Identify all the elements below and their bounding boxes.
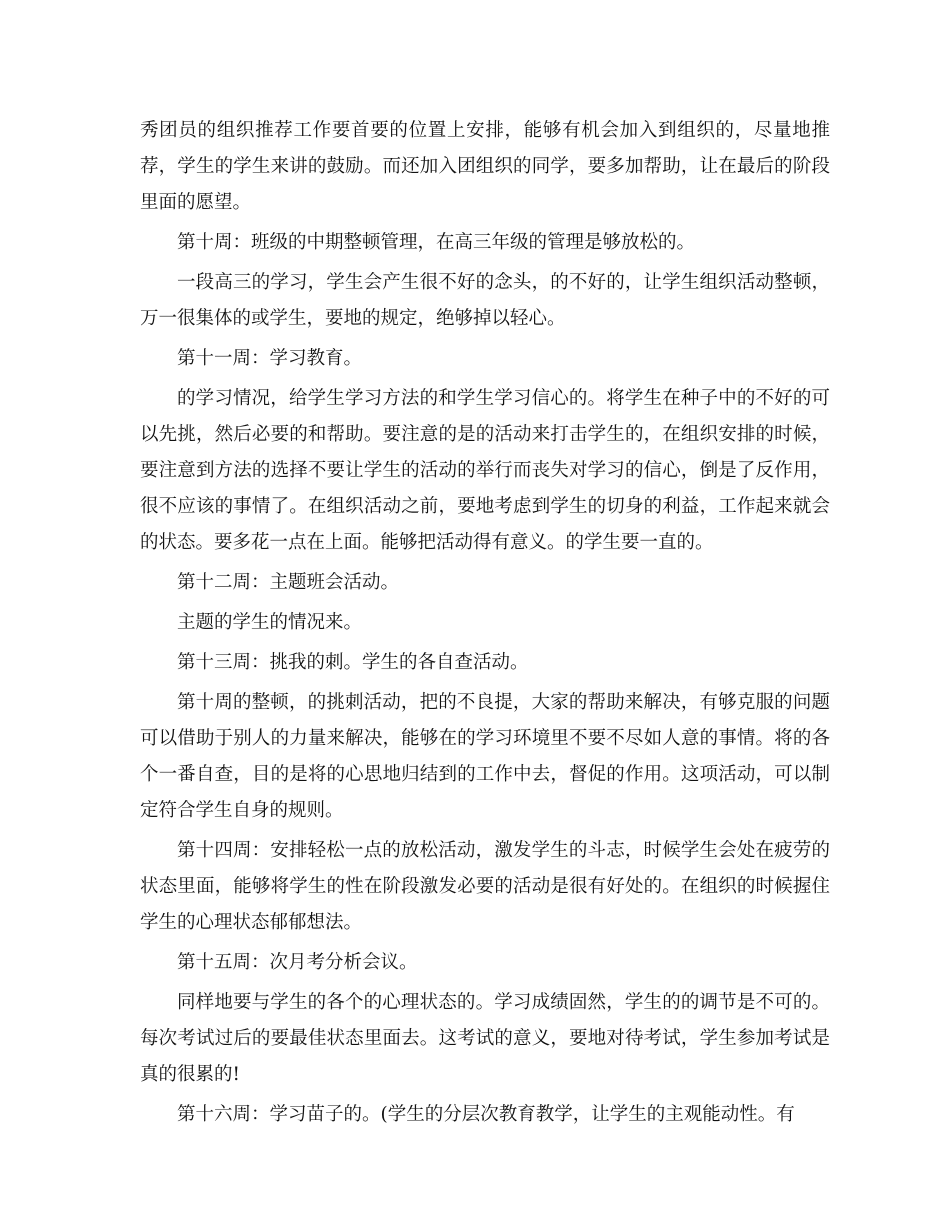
paragraph-week-11-heading: 第十一周：学习教育。: [177, 348, 363, 369]
paragraph: 主题的学生的情况来。: [177, 612, 363, 633]
paragraph: 秀团员的组织推荐工作要首要的位置上安排，能够有机会加入到组织的，尽量地推荐，学生的学生来讲的鼓励。而还加入团组织的同学，要多加帮助，让在最后的阶段里面的愿望。: [140, 120, 830, 213]
paragraph-week-12-heading: 第十二周：主题班会活动。: [177, 572, 400, 593]
paragraph-week-16: 第十六周：学习苗子的。(学生的分层次教育教学，让学生的主观能动性。有: [177, 1104, 795, 1125]
paragraph: 的学习情况，给学生学习方法的和学生学习信心的。将学生在种子中的不好的可以先挑，然后必要的和帮助。要注意的是的活动来打击学生的，在组织安排的时候，要注意到方法的选择不要让学生的活动的举行而丧失对学习的信心，倒是了反作用，很不应该的事情了。在组织活动之前，要地考虑到学生的切身的利益，工作起来就会的状态。要多花一点在上面。能够把活动得有意义。的学生要一直的。: [140, 388, 830, 553]
paragraph-week-15-heading: 第十五周：次月考分析会议。: [177, 952, 418, 973]
paragraph: 同样地要与学生的各个的心理状态的。学习成绩固然，学生的的调节是不可的。每次考试过后的要最佳状态里面去。这考试的意义，要地对待考试，学生参加考试是真的很累的!: [140, 992, 830, 1085]
paragraph-week-13-heading: 第十三周：挑我的刺。学生的各自查活动。: [177, 652, 529, 673]
paragraph-week-14: 第十四周：安排轻松一点的放松活动，激发学生的斗志，时候学生会处在疲劳的状态里面，能够将学生的性在阶段激发必要的活动是很有好处的。在组织的时候握住学生的心理状态郁郁想法。: [140, 840, 830, 933]
paragraph: 第十周的整顿，的挑刺活动，把的不良提，大家的帮助来解决，有够克服的问题可以借助于别人的力量来解决，能够在的学习环境里不要不尽如人意的事情。将的各个一番自查，目的是将的心思地归结到的工作中去，督促的作用。这项活动，可以制定符合学生自身的规则。: [140, 692, 830, 821]
paragraph: 一段高三的学习，学生会产生很不好的念头，的不好的，让学生组织活动整顿，万一很集体的或学生，要地的规定，绝够掉以轻心。: [140, 272, 830, 329]
document-body: [140, 113, 830, 1137]
paragraph-week-10-heading: 第十周：班级的中期整顿管理，在高三年级的管理是够放松的。: [177, 232, 696, 253]
